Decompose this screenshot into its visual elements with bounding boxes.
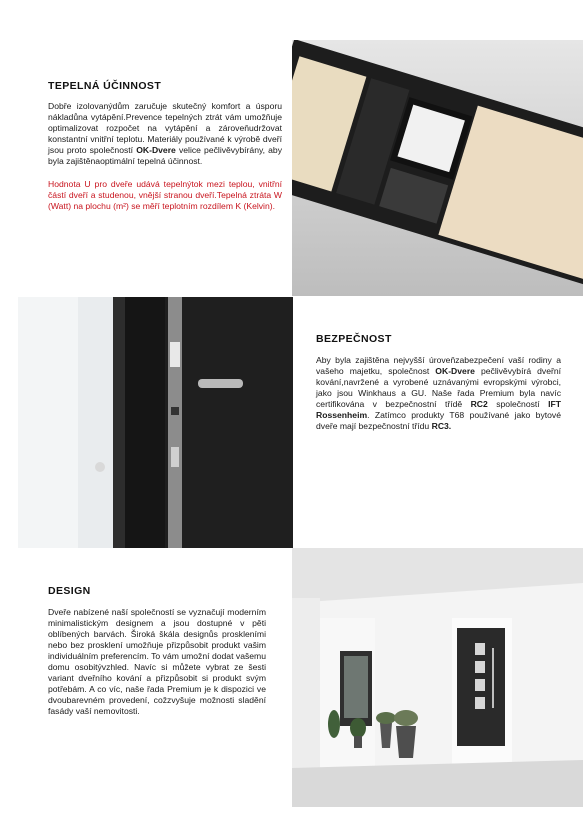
- brand-name: OK-Dvere: [435, 366, 475, 376]
- thermal-section: [48, 80, 282, 212]
- house-entrance-photo: [292, 548, 583, 807]
- certifier-name: IFT Rossenheim: [316, 399, 561, 420]
- design-title: DESIGN: [48, 585, 91, 597]
- security-class-rc3: RC3.: [431, 421, 452, 431]
- thermal-u-value-note: Hodnota U pro dveře udává tepelnýtok mezi teplou, vnitřní částí dveří a studenou, vnější stranou dveří.Tepelná ztráta W (Watt) na plochu (m²) se měří teplotním rozdílem K (Kelvin).: [48, 179, 282, 211]
- profile-cross-section-photo: [292, 40, 583, 296]
- security-class-rc2: RC2: [470, 399, 488, 409]
- door-lock-photo: [18, 297, 293, 548]
- security-title: BEZPEČNOST: [316, 333, 392, 345]
- design-paragraph: Dveře nabízené naší společností se vyznačují moderním minimalistickým designem a jsou dostupné v pěti oblíbených barvách. Široká škála designůs proskleními nebo bez prosklení umožňuje přizpůsobit produkt vašim individuálním preferencím. To vám umožní dodat vašemu domu osobitývzhled. Navíc si můžete vybrat ze šesti variant dveřního kování a přizpůsobit si produkt svým potřebám. A co víc, naše řada Premium je k dispozici ve dvoubarevném provedení, cožzvyšuje možnosti sladění fasády vaší nemovitosti.: [48, 607, 266, 716]
- thermal-title: TEPELNÁ ÚČINNOST: [48, 80, 162, 92]
- brand-name: OK-Dvere: [136, 145, 176, 155]
- design-section: [48, 585, 266, 717]
- security-section: [316, 333, 561, 432]
- security-paragraph: Aby byla zajištěna nejvyšší úroveňzabezpečení vaší rodiny a vašeho majetku, společnost OK-Dvere pečlivěvybírá dveřní kování,navržené a vyrobené uznávanými evropskými výrobci, jako jsou Winkhaus a GU. Naše řada Premium byla navíc certifikována v bezpečnostní třídě RC2 společností IFT Rossenheim. Zatímco produkty T68 používané jako bytové dveře mají bezpečnostní třídu RC3.: [316, 355, 562, 431]
- thermal-paragraph: Dobře izolovanýdům zaručuje skutečný komfort a úsporu nákladůna vytápění.Prevence tepelných ztrát vám umožňuje optimalizovat rozpočet na vytápění a zároveňudržovat konstantní vnitřní teplotu. Materiály používané k výrobě dveří jsou proto společností OK-Dvere velice pečlivěvybírány, aby byla zajištěnaoptimální tepelná účinnost.: [48, 101, 282, 166]
